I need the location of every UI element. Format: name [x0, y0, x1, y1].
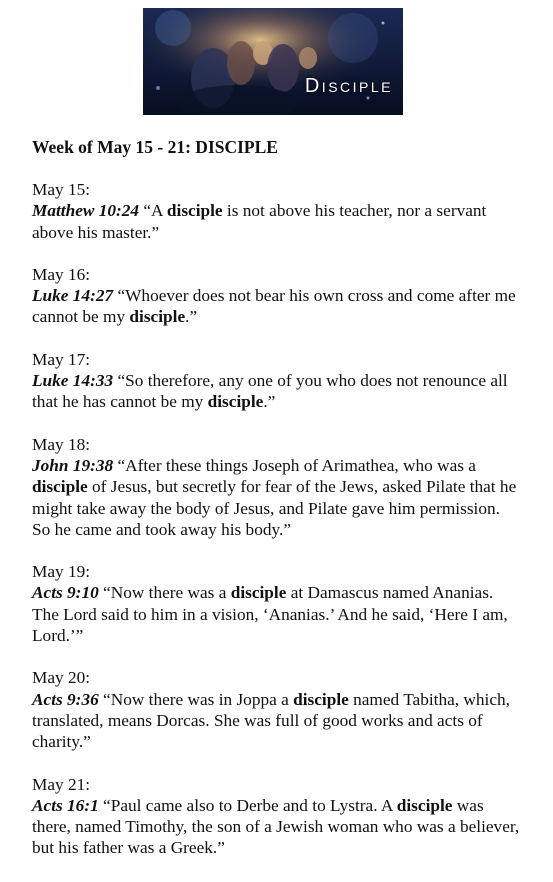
- verse-text: “So therefore, any one of you who does not renounce all that he has cannot be my: [32, 371, 508, 412]
- night-gathering-photo: [143, 8, 403, 115]
- scripture-reference: John 19:38: [32, 455, 114, 475]
- keyword: disciple: [396, 795, 453, 815]
- scripture-reference: Matthew 10:24: [32, 201, 140, 221]
- scripture-reference: Luke 14:27: [32, 286, 114, 306]
- week-title: Week of May 15 - 21: DISCIPLE: [32, 137, 278, 157]
- scripture-reference: Acts 16:1: [32, 795, 99, 815]
- keyword: disciple: [230, 583, 287, 603]
- day-entry: [32, 774, 522, 859]
- scripture-reference: Luke 14:33: [32, 371, 114, 391]
- entry-date: May 17:: [32, 349, 91, 369]
- day-entry: [32, 561, 522, 646]
- day-entry: [32, 264, 522, 328]
- verse-text: “Paul came also to Derbe and to Lystra. A: [98, 795, 397, 815]
- keyword: disciple: [166, 201, 223, 221]
- verse-text: named Tabitha, which, translated, means Dorcas. She was full of good works and acts of charity.”: [32, 689, 510, 752]
- devotional-content: [32, 136, 522, 859]
- keyword: disciple: [207, 392, 264, 412]
- verse-text: .”: [263, 392, 276, 412]
- day-entry: [32, 349, 522, 413]
- verse-text: “Now there was in Joppa a: [98, 689, 294, 709]
- verse-text: is not above his teacher, nor a servant above his master.”: [32, 201, 487, 242]
- header-banner: [143, 8, 403, 115]
- entry-date: May 16:: [32, 264, 91, 284]
- verse-text: at Damascus named Ananias. The Lord said to him in a vision, ‘Ananias.’ And he said, ‘Here I am, Lord.’”: [32, 583, 508, 646]
- verse-text: of Jesus, but secretly for fear of the Jews, asked Pilate that he might take away the body of Jesus, and Pilate gave him permission. So he came and took away his body.”: [32, 477, 517, 539]
- keyword: disciple: [129, 307, 186, 327]
- banner-title: Disciple: [304, 75, 393, 97]
- entry-date: May 18:: [32, 434, 91, 454]
- scripture-reference: Acts 9:36: [32, 689, 99, 709]
- day-entry: [32, 667, 522, 752]
- keyword: disciple: [32, 477, 88, 497]
- entry-date: May 19:: [32, 562, 91, 582]
- verse-text: “Now there was a: [98, 583, 231, 603]
- day-entry: [32, 179, 522, 243]
- entry-date: May 21:: [32, 774, 91, 794]
- verse-text: “Whoever does not bear his own cross and come after me cannot be my: [32, 286, 516, 327]
- entry-date: May 20:: [32, 668, 91, 688]
- verse-text: .”: [185, 307, 198, 327]
- entry-date: May 15:: [32, 180, 91, 199]
- day-entry: [32, 434, 522, 540]
- verse-text: “After these things Joseph of Arimathea, who was a: [113, 455, 476, 475]
- verse-text: “A: [139, 201, 167, 221]
- scripture-reference: Acts 9:10: [32, 583, 99, 603]
- verse-text: was there, named Timothy, the son of a Jewish woman who was a believer, but his father was a Greek.”: [32, 795, 520, 858]
- keyword: disciple: [293, 689, 349, 709]
